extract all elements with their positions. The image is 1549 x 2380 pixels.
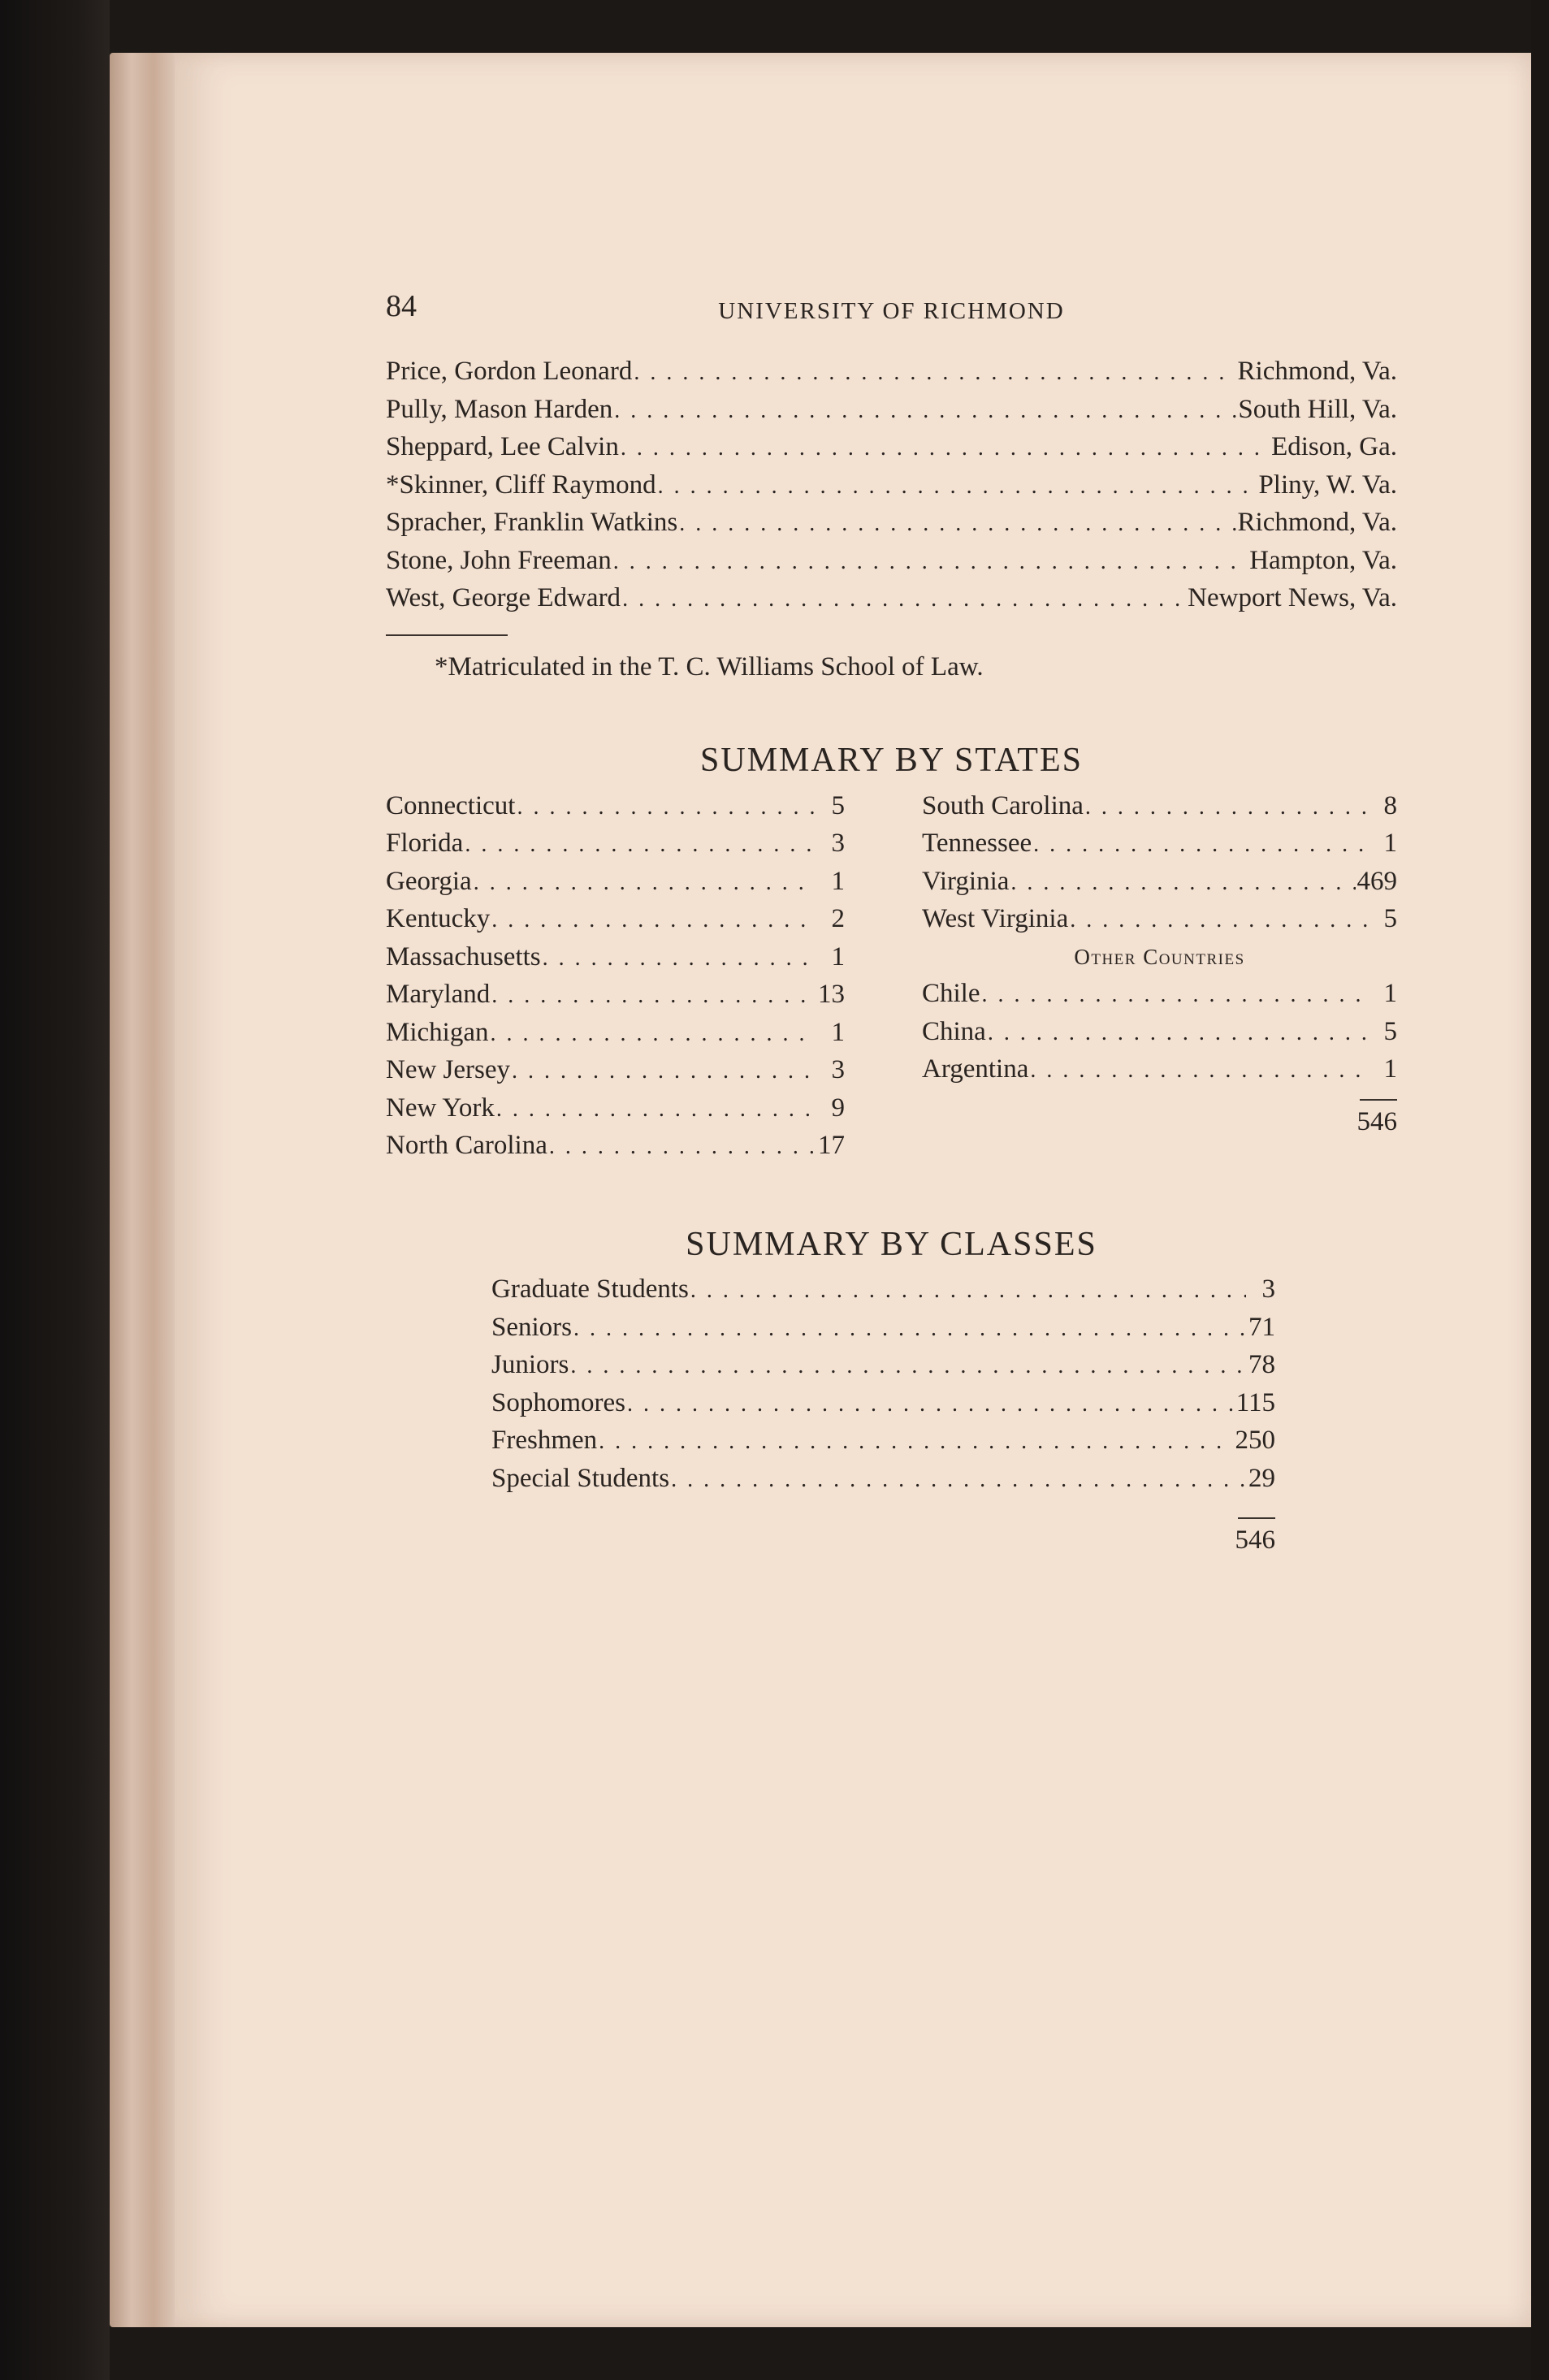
country-row: [922, 1014, 1397, 1052]
class-row: [491, 1385, 1275, 1423]
student-name: Pully, Mason Harden: [386, 394, 613, 424]
country-name: China: [922, 1016, 986, 1046]
student-name: Price, Gordon Leonard: [386, 357, 633, 386]
page-number: 84: [386, 289, 417, 323]
dot-leader: [1085, 789, 1368, 826]
dot-leader: [517, 789, 816, 826]
state-row: [922, 825, 1397, 863]
dot-leader: [491, 902, 816, 939]
class-name: Graduate Students: [491, 1274, 689, 1304]
roster-row: [386, 580, 1397, 618]
class-count: 71: [1248, 1312, 1275, 1342]
book-page-edges: [110, 53, 183, 2327]
student-hometown: South Hill, Va.: [1238, 394, 1397, 424]
dot-leader: [1030, 1052, 1368, 1089]
student-hometown: Hampton, Va.: [1249, 545, 1397, 575]
dot-leader: [622, 581, 1186, 618]
student-name: Spracher, Franklin Watkins: [386, 508, 678, 537]
country-count: 1: [1383, 1054, 1397, 1084]
states-column-left: [386, 788, 845, 1166]
state-row: [922, 863, 1397, 902]
dot-leader: [599, 1423, 1233, 1460]
dot-leader: [613, 543, 1248, 581]
running-head: UNIVERSITY OF RICHMOND: [718, 298, 1065, 324]
page-content: [386, 288, 1397, 1560]
states-summary-table: [386, 788, 1397, 1170]
state-count: 3: [831, 829, 845, 858]
dot-leader: [690, 1272, 1246, 1309]
dot-leader: [634, 354, 1235, 392]
dot-leader: [570, 1348, 1246, 1385]
state-name: New Jersey: [386, 1055, 511, 1084]
state-count: 1: [831, 866, 845, 896]
state-row: [386, 863, 845, 902]
state-name: Tennessee: [922, 829, 1032, 858]
state-name: Connecticut: [386, 790, 516, 820]
states-column-right: [922, 788, 1397, 1141]
dot-leader: [614, 392, 1236, 430]
student-hometown: Pliny, W. Va.: [1258, 470, 1397, 500]
state-row: [386, 901, 845, 939]
state-row: [922, 788, 1397, 826]
dot-leader: [671, 1461, 1246, 1499]
roster-row: [386, 353, 1397, 392]
dot-leader: [988, 1015, 1368, 1052]
classes-summary-table: [491, 1271, 1275, 1560]
dot-leader: [496, 1091, 816, 1128]
class-count: 78: [1248, 1350, 1275, 1379]
class-row: [491, 1271, 1275, 1309]
state-count: 5: [831, 790, 845, 820]
state-name: Florida: [386, 829, 464, 858]
state-row: [922, 901, 1397, 939]
student-roster: [386, 353, 1397, 618]
roster-row: [386, 429, 1397, 467]
state-count: 8: [1383, 790, 1397, 820]
dot-leader: [512, 1053, 816, 1090]
state-name: West Virginia: [922, 904, 1069, 933]
country-row: [922, 1051, 1397, 1089]
state-row: [386, 1127, 845, 1166]
state-count: 469: [1356, 866, 1397, 896]
total-rule: [1238, 1517, 1275, 1519]
states-summary-title: SUMMARY BY STATES: [700, 742, 1083, 779]
class-row: [491, 1460, 1275, 1499]
roster-row: [386, 504, 1397, 543]
class-name: Special Students: [491, 1463, 670, 1493]
dot-leader: [679, 505, 1235, 543]
footnote-rule: [386, 634, 508, 636]
country-name: Chile: [922, 979, 980, 1008]
class-count: 29: [1248, 1463, 1275, 1493]
dot-leader: [1010, 864, 1355, 902]
class-count: 250: [1235, 1426, 1275, 1455]
student-name: *Skinner, Cliff Raymond: [386, 470, 656, 500]
dot-leader: [490, 1015, 816, 1053]
state-row: [386, 1052, 845, 1090]
roster-row: [386, 543, 1397, 581]
class-row: [491, 1309, 1275, 1348]
states-total: 546: [1356, 1106, 1397, 1136]
state-name: Virginia: [922, 866, 1010, 896]
classes-total: 546: [1235, 1525, 1275, 1555]
classes-summary-title: SUMMARY BY CLASSES: [686, 1225, 1097, 1263]
dot-leader: [491, 977, 816, 1015]
class-name: Freshmen: [491, 1426, 598, 1455]
dot-leader: [658, 468, 1257, 505]
dot-leader: [982, 976, 1369, 1014]
country-count: 1: [1383, 979, 1397, 1008]
class-row: [491, 1422, 1275, 1460]
state-count: 1: [1383, 829, 1397, 858]
dot-leader: [474, 864, 816, 902]
dot-leader: [573, 1310, 1246, 1348]
state-name: Georgia: [386, 866, 472, 896]
page-header: [386, 288, 1397, 337]
dot-leader: [1033, 826, 1368, 863]
scan-background-left: [0, 0, 110, 2380]
dot-leader: [1070, 902, 1368, 939]
state-row: [386, 788, 845, 826]
state-count: 1: [831, 1017, 845, 1047]
roster-row: [386, 467, 1397, 505]
state-row: [386, 939, 845, 977]
class-count: 115: [1235, 1387, 1275, 1417]
country-name: Argentina: [922, 1054, 1029, 1084]
state-name: South Carolina: [922, 790, 1084, 820]
student-hometown: Edison, Ga.: [1271, 432, 1397, 461]
roster-row: [386, 392, 1397, 430]
dot-leader: [543, 940, 816, 977]
state-count: 17: [818, 1131, 845, 1160]
total-rule: [1360, 1099, 1397, 1101]
class-count: 3: [1261, 1274, 1275, 1304]
student-hometown: Newport News, Va.: [1188, 583, 1397, 612]
state-count: 13: [818, 980, 845, 1009]
state-name: New York: [386, 1093, 495, 1123]
state-name: North Carolina: [386, 1131, 547, 1160]
state-row: [386, 1015, 845, 1053]
dot-leader: [621, 430, 1270, 467]
other-countries-heading: Other Countries: [1074, 944, 1245, 969]
country-row: [922, 976, 1397, 1014]
class-name: Sophomores: [491, 1387, 625, 1417]
state-name: Maryland: [386, 980, 491, 1009]
country-count: 5: [1383, 1016, 1397, 1046]
student-name: Stone, John Freeman: [386, 545, 612, 575]
footnote: *Matriculated in the T. C. Williams School of Law.: [435, 651, 984, 682]
dot-leader: [465, 826, 816, 863]
state-count: 5: [1383, 904, 1397, 933]
state-name: Kentucky: [386, 904, 491, 933]
scan-background-right: [1531, 0, 1549, 2380]
class-name: Juniors: [491, 1350, 569, 1379]
state-count: 3: [831, 1055, 845, 1084]
state-row: [386, 1090, 845, 1128]
student-hometown: Richmond, Va.: [1237, 357, 1397, 386]
dot-leader: [627, 1386, 1235, 1423]
dot-leader: [549, 1128, 816, 1166]
class-row: [491, 1347, 1275, 1385]
state-row: [386, 976, 845, 1015]
student-hometown: Richmond, Va.: [1237, 508, 1397, 537]
state-count: 2: [831, 904, 845, 933]
state-count: 1: [831, 941, 845, 971]
state-count: 9: [831, 1093, 845, 1123]
student-name: West, George Edward: [386, 583, 621, 612]
state-name: Michigan: [386, 1017, 489, 1047]
state-row: [386, 825, 845, 863]
state-name: Massachusetts: [386, 941, 541, 971]
class-name: Seniors: [491, 1312, 572, 1342]
student-name: Sheppard, Lee Calvin: [386, 432, 619, 461]
